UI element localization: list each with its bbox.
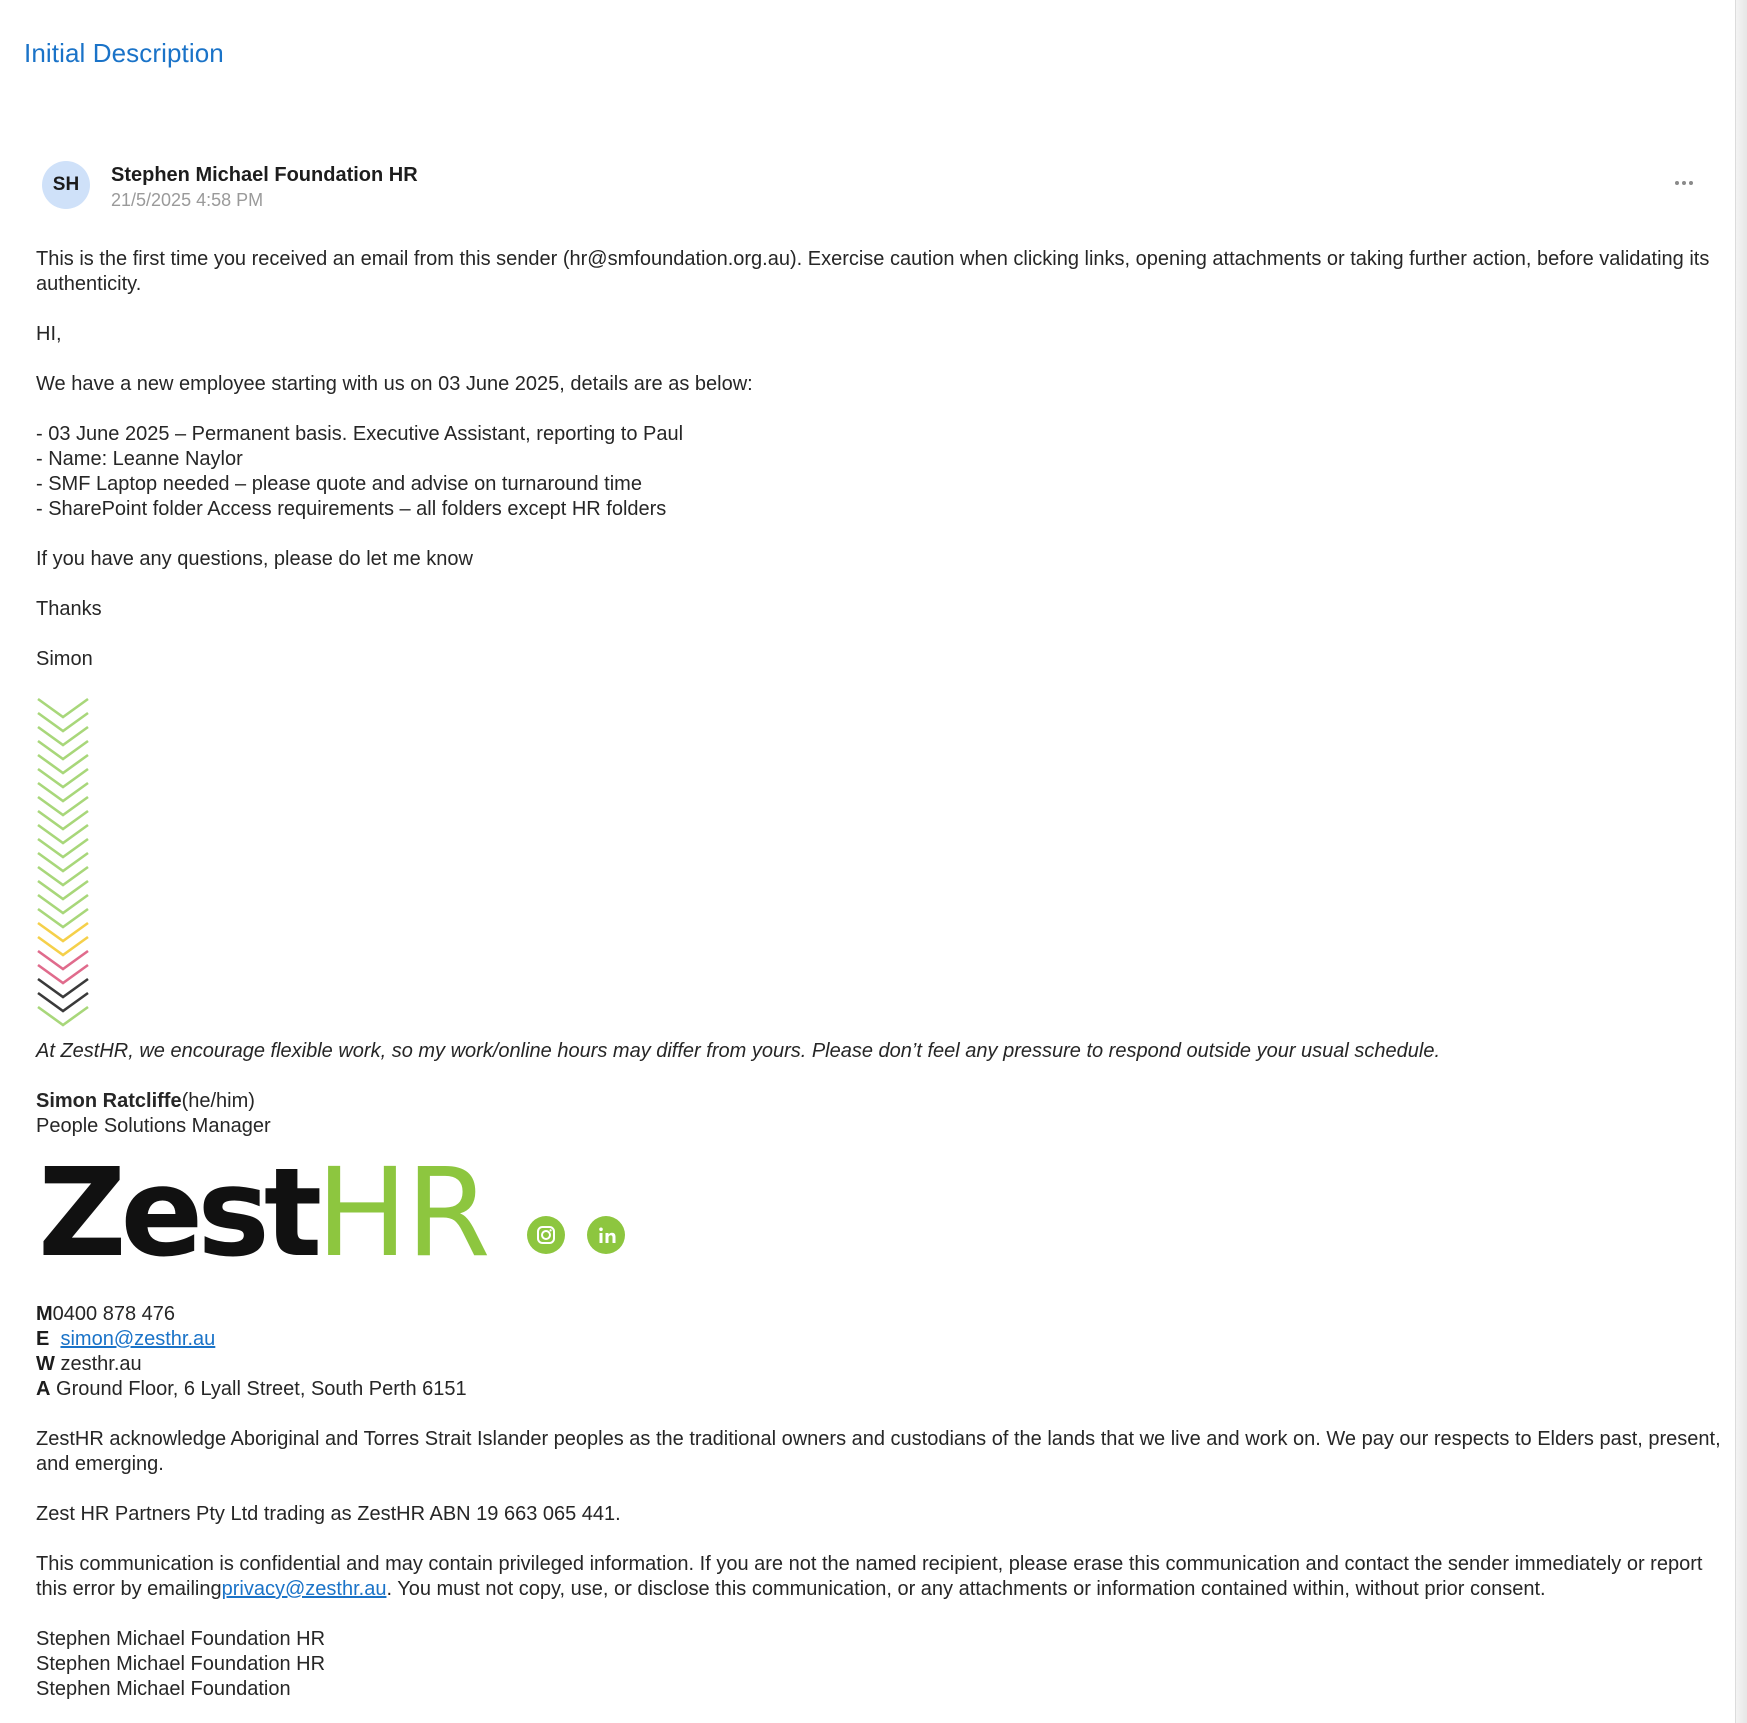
scrollbar[interactable] [1735, 0, 1747, 1723]
intro-line: We have a new employee starting with us on 03 June 2025, details are as below: [36, 373, 753, 395]
greeting: HI, [36, 323, 62, 345]
mobile-row: M0400 878 476 [36, 1303, 176, 1325]
chevron-mark [38, 699, 88, 717]
detail-item: - Name: Leanne Naylor [36, 448, 243, 470]
zesthr-logo: ZestHR [38, 1142, 489, 1284]
email-footer [36, 1427, 1726, 1702]
detail-item: - 03 June 2025 – Permanent basis. Executive Assistant, reporting to Paul [36, 423, 684, 445]
sender-name: Stephen Michael Foundation HR [111, 164, 418, 186]
zesthr-logo-row [36, 1142, 636, 1284]
mobile-number: 0400 878 476 [52, 1303, 176, 1325]
web-row: W zesthr.au [36, 1353, 142, 1375]
acknowledgement-text: ZestHR acknowledge Aboriginal and Torres Strait Islander peoples as the traditional owners and custodians of the lands that we live and work on. We pay our respects to Elders past, present, and emerging. [36, 1428, 1721, 1475]
address-row: A Ground Floor, 6 Lyall Street, South Perth 6151 [36, 1378, 467, 1400]
message-header [42, 161, 1702, 217]
chevron-stripe-image [36, 697, 90, 1033]
confidentiality-text: This communication is confidential and may contain privileged information. If you are not the named recipient, please erase this communication and contact the sender immediately or report this error by emailingprivacy@zesthr.au. You must not copy, use, or disclose this communication, or any attachments or information contained within, without prior consent. [36, 1553, 1703, 1600]
company-text: Zest HR Partners Pty Ltd trading as ZestHR ABN 19 663 065 441. [36, 1503, 621, 1525]
footer-line: Stephen Michael Foundation [36, 1678, 291, 1700]
privacy-email-link[interactable]: privacy@zesthr.au [221, 1578, 387, 1600]
detail-item: - SMF Laptop needed – please quote and advise on turnaround time [36, 473, 642, 495]
sender-warning: This is the first time you received an email from this sender (hr@smfoundation.org.au). Exercise caution when clicking links, opening attachments or taking further action, before validating its authenticity. [36, 248, 1710, 295]
signature-name-block [36, 1089, 1726, 1139]
signature-name: Simon Ratcliffe [36, 1090, 182, 1112]
contact-details [36, 1302, 1726, 1402]
message-body [36, 247, 1716, 672]
website: zesthr.au [60, 1353, 142, 1375]
instagram-icon[interactable] [527, 1216, 565, 1254]
signature-role: People Solutions Manager [36, 1115, 271, 1137]
signature-email-link[interactable]: simon@zesthr.au [60, 1328, 216, 1350]
footer-line: Stephen Michael Foundation HR [36, 1653, 326, 1675]
footer-line: Stephen Michael Foundation HR [36, 1628, 326, 1650]
address: Ground Floor, 6 Lyall Street, South Perth 6151 [56, 1378, 467, 1400]
thanks-line: Thanks [36, 598, 102, 620]
more-horizontal-icon [1674, 180, 1694, 186]
detail-item: - SharePoint folder Access requirements – all folders except HR folders [36, 498, 667, 520]
flexible-work-note: At ZestHR, we encourage flexible work, so my work/online hours may differ from yours. Please don’t feel any pressure to respond outside your usual schedule. [36, 1040, 1441, 1062]
signature-pronouns: (he/him) [181, 1090, 255, 1112]
signoff-name: Simon [36, 648, 93, 670]
avatar[interactable]: SH [42, 161, 90, 209]
email-row: E simon@zesthr.au [36, 1328, 216, 1350]
message-timestamp: 21/5/2025 4:58 PM [111, 190, 264, 210]
linkedin-icon[interactable] [587, 1216, 625, 1254]
section-title: Initial Description [24, 38, 224, 68]
questions-line: If you have any questions, please do let me know [36, 548, 473, 570]
more-options-button[interactable] [1666, 173, 1702, 193]
